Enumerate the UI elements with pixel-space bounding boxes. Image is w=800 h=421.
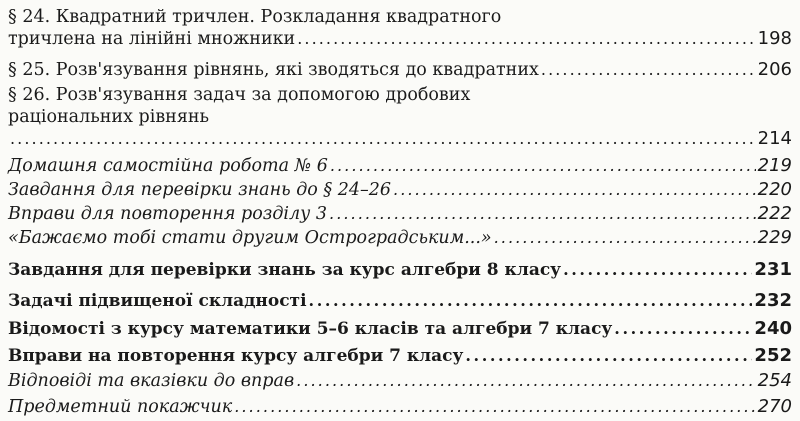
toc-entry-homework-6[interactable] (8, 155, 792, 177)
toc-entry-title-line (8, 155, 792, 177)
toc-page-number: 214 (757, 128, 792, 149)
toc-entry-title-line (8, 345, 792, 367)
toc-page-number: 232 (754, 290, 792, 311)
dot-leader (465, 345, 752, 367)
toc-entry-title-line (8, 396, 792, 418)
toc-entry-ostrogradsky[interactable] (8, 227, 792, 249)
toc-entry-title-line (8, 84, 792, 106)
toc-entry-answers[interactable] (8, 370, 792, 392)
toc-entry-title-line (8, 106, 792, 128)
dot-leader (614, 318, 752, 340)
toc-entry-title: Відомості з курсу математики 5–6 класів та алгебри 7 класу (8, 319, 613, 339)
toc-entry-title-line (8, 370, 792, 392)
toc-page-number: 252 (754, 345, 792, 366)
toc-entry-title-line (8, 28, 792, 50)
toc-entry-title: § 26. Розв'язування задач за допомогою дробових (8, 85, 471, 105)
toc-entry-title-line (8, 227, 792, 249)
toc-page-number: 206 (757, 59, 792, 80)
toc-entry-section-24[interactable] (8, 6, 792, 50)
toc-entry-section-25[interactable] (8, 59, 792, 81)
dot-leader (10, 128, 756, 150)
toc-page-number: 229 (757, 227, 792, 248)
toc-entry-check-24-26[interactable] (8, 179, 792, 201)
toc-entry-title: Задачі підвищеної складності (8, 291, 307, 311)
toc-entry-title-line (8, 318, 792, 340)
toc-entry-title-line (8, 128, 792, 150)
toc-page-number: 219 (757, 155, 792, 176)
toc-page-number: 222 (757, 203, 792, 224)
dot-leader (234, 396, 755, 418)
toc-entry-advanced-problems[interactable] (8, 290, 792, 312)
toc-page-number: 198 (757, 28, 792, 49)
dot-leader (330, 155, 756, 177)
toc-entry-review-chapter-3[interactable] (8, 203, 792, 225)
toc-entry-title-line (8, 6, 792, 28)
toc-entry-title-line (8, 259, 792, 281)
toc-entry-index[interactable] (8, 396, 792, 418)
toc-entry-title-line (8, 179, 792, 201)
toc-entry-title: Відповіді та вказівки до вправ (8, 371, 295, 391)
toc-entry-title: § 24. Квадратний тричлен. Розкладання квадратного (8, 7, 502, 27)
dot-leader (563, 259, 752, 281)
toc-entry-title: «Бажаємо тобі стати другим Остроградським...» (8, 228, 492, 248)
toc-entry-title-line (8, 59, 792, 81)
dot-leader (297, 28, 755, 50)
toc-entry-final-check[interactable] (8, 259, 792, 281)
toc-entry-title-line (8, 290, 792, 312)
toc-page-number: 240 (754, 318, 792, 339)
dot-leader (309, 290, 753, 312)
toc-entry-math-reference[interactable] (8, 318, 792, 340)
dot-leader (329, 203, 756, 225)
dot-leader (494, 227, 756, 249)
toc-entry-review-grade-7[interactable] (8, 345, 792, 367)
toc-entry-title: Домашня самостійна робота № 6 (8, 156, 328, 176)
toc-entry-title: Завдання для перевірки знань за курс алгебри 8 класу (8, 260, 562, 280)
dot-leader (296, 370, 756, 392)
toc-entry-title-line (8, 203, 792, 225)
dot-leader (393, 179, 756, 201)
toc-page-number: 254 (757, 370, 792, 391)
toc-entry-title: Завдання для перевірки знань до § 24–26 (8, 180, 392, 200)
toc-entry-title-continued: раціональних рівнянь (8, 107, 210, 127)
toc-entry-section-26[interactable] (8, 84, 792, 150)
dot-leader (541, 59, 756, 81)
toc-page-number: 270 (757, 396, 792, 417)
toc-entry-title: Вправи для повторення розділу 3 (8, 204, 328, 224)
toc-entry-title-continued: тричлена на лінійні множники (8, 29, 296, 49)
toc-entry-title: § 25. Розв'язування рівнянь, які зводяться до квадратних (8, 60, 539, 80)
toc-page-number: 231 (754, 259, 792, 280)
toc-entry-title: Вправи на повторення курсу алгебри 7 класу (8, 346, 464, 366)
toc-entry-title: Предметний покажчик (8, 397, 233, 417)
toc-page-number: 220 (757, 179, 792, 200)
